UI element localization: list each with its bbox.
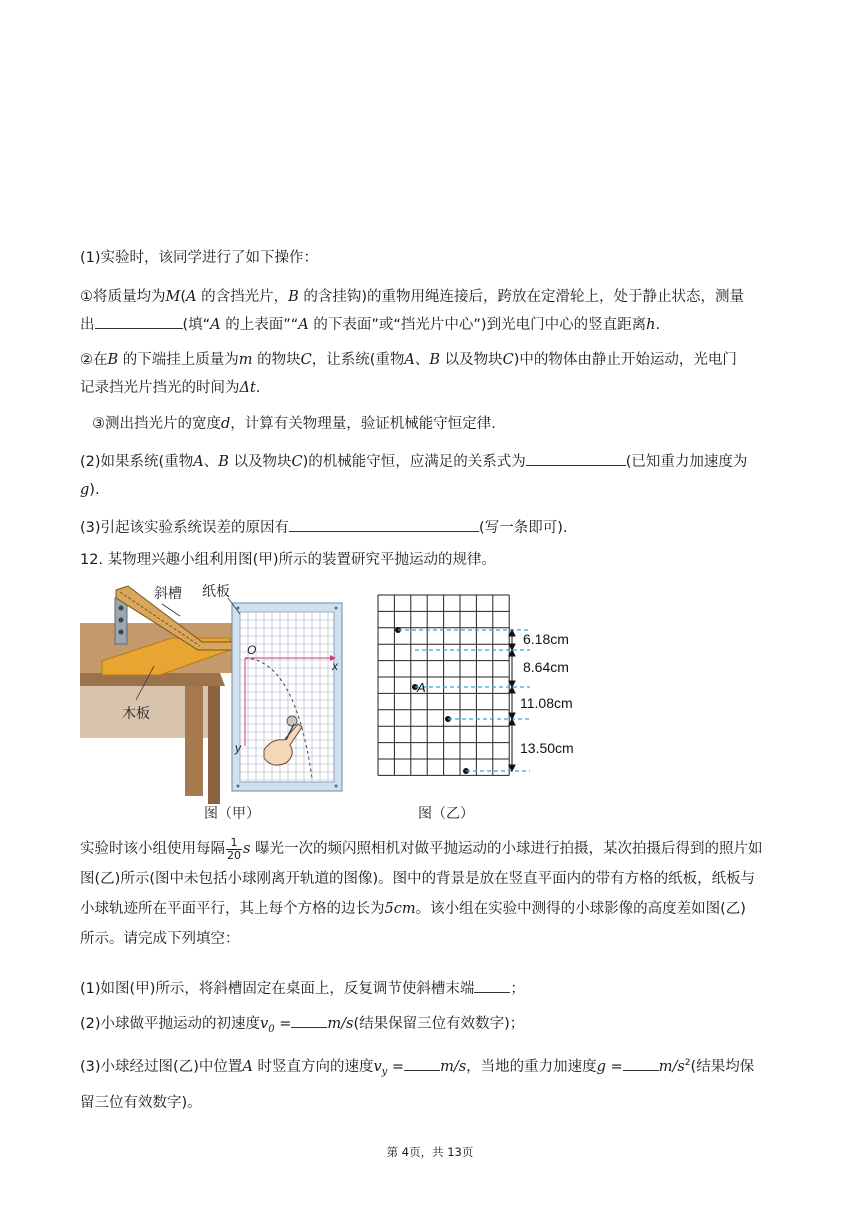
step-2: ②在B 的下端挂上质量为m 的物块C，让系统(重物A、B 以及物块C)中的物体由静止开始运动，光电门 记录挡光片挡光的时间为Δt. (80, 352, 737, 396)
page-footer: 第 4页，共 13页 (386, 1145, 474, 1159)
dimension-arrows (509, 630, 515, 771)
dim-label-2: 8.64cm (523, 659, 569, 675)
question-12-intro: 12. 某物理兴趣小组利用图(甲)所示的装置研究平抛运动的规律。 (80, 552, 496, 568)
question-3: (3)引起该实验系统误差的原因有 (写一条即可). (80, 517, 786, 538)
figure-jia (80, 578, 360, 826)
label-wood: 木板 (122, 705, 150, 721)
answer-blank[interactable] (289, 517, 479, 532)
figure-yi (370, 590, 600, 826)
answer-blank[interactable] (291, 1013, 327, 1028)
step-3: ③测出挡光片的宽度d，计算有关物理量，验证机械能守恒定律. (92, 416, 496, 432)
answer-blank[interactable] (526, 451, 626, 466)
answer-blank[interactable] (474, 978, 510, 993)
dim-label-4: 13.50cm (520, 740, 574, 756)
dim-label-1: 6.18cm (523, 631, 569, 647)
q12-body: 实验时该小组使用每隔 $\frac{1}{20}$ s 曝光一次的频闪照相机对做平抛运动的小球进行拍摄，某次拍摄后得到的照片如 图(乙)所示(图中未包括小球刚离开轨道的图像)。图中的背景是放在竖直平面内的带有方格的纸板，纸板与 小球轨迹所在平面平行，其上每个方格的边长为5cm。该小组在实验中测得的小球影像的高度差如图(乙) 所示。请完成下列填空： (80, 835, 763, 947)
question-2: (2)如果系统(重物A、B 以及物块C)的机械能守恒，应满足的关系式为 (已知重力加速度为 g). (80, 448, 786, 504)
answer-blank[interactable] (95, 314, 183, 329)
dim-label-3: 11.08cm (520, 695, 573, 711)
caption-jia: 图（甲） (204, 805, 260, 821)
label-a: A (417, 680, 426, 695)
answer-blank[interactable] (623, 1056, 659, 1071)
q12-question-3: (3)小球经过图(乙)中位置A 时竖直方向的速度$v_y = m/s$，当地的重力加速度$g = m/s^2$(结果均保 留三位有效数字)。 (80, 1048, 786, 1118)
label-y: y (235, 741, 241, 755)
answer-blank[interactable] (404, 1056, 440, 1071)
reference-lines (398, 630, 530, 771)
q12-question-2: (2)小球做平抛运动的初速度$v_0 = m/s$(结果保留三位有效数字)； (80, 1013, 786, 1040)
label-board: 纸板 (202, 583, 230, 599)
label-chute: 斜槽 (154, 585, 182, 601)
label-x: x (332, 659, 338, 673)
table-leg (185, 686, 203, 796)
fraction: $\frac{1}{20}$ (227, 835, 241, 862)
ball (287, 716, 297, 726)
label-origin: O (247, 643, 257, 657)
q12-question-1: (1)如图(甲)所示，将斜槽固定在桌面上，反复调节使斜槽末端 ； (80, 978, 786, 999)
step-1: ①将质量均为M(A 的含挡光片，B 的含挂钩)的重物用绳连接后，跨放在定滑轮上，处于静止状态，测量 出 (填“A 的上表面”“A 的下表面”或“挡光片中心”)到光电门中心的竖直距离h. (80, 289, 745, 333)
q-part1-title: (1)实验时，该同学进行了如下操作： (80, 250, 319, 266)
caption-yi: 图（乙） (418, 805, 474, 821)
